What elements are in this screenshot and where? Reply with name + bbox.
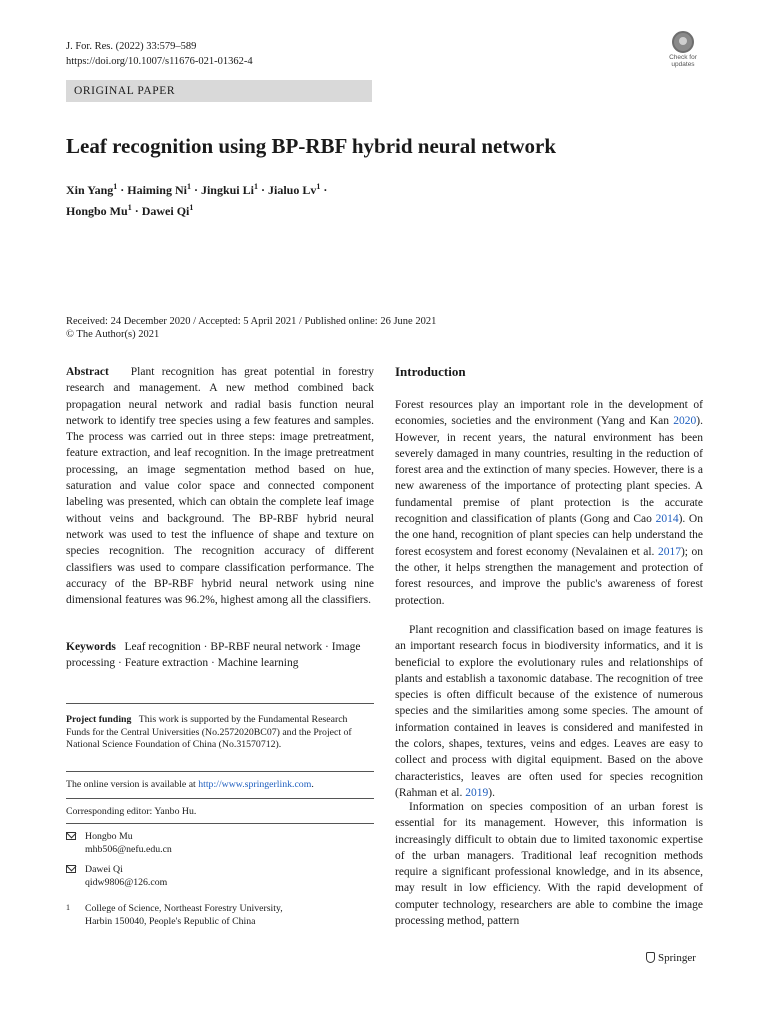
received-accepted-dates: Received: 24 December 2020 / Accepted: 5 April 2021 / Published online: 26 June 2021 xyxy=(66,316,437,327)
funding-text: This work is supported by the Fundamental Research Funds for the Central Universities (No.2572020BC07) and the Project of National Science Foundation of China (No.31570712). xyxy=(66,714,352,750)
author-affiliation: 1 xyxy=(189,203,194,212)
journal-header xyxy=(66,39,253,69)
paper-title: Leaf recognition using BP-RBF hybrid neural network xyxy=(66,134,557,158)
author-affiliation: 1 xyxy=(113,182,118,191)
paragraph-text: Information on species composition of an urban forest is essential for its management. However, this information is increasingly difficult to obtain due to limited taxonomic expertise of the urban managers. Traditional leaf recognition methods require a significant professional knowledge, and in its absence, may result in low efficiency. With the rapid development of computer technology, researchers are able to combine the image processing method, pattern xyxy=(395,801,703,928)
check-updates-label: Check for updates xyxy=(669,54,697,68)
author-affiliation: 1 xyxy=(316,182,321,191)
paragraph-text: Forest resources play an important role in the development of economies, societies and the environment (Yang and Kan xyxy=(395,399,703,428)
publisher-footer xyxy=(646,952,696,964)
divider xyxy=(66,771,374,772)
author-name[interactable]: Xin Yang xyxy=(66,183,114,197)
check-updates-icon xyxy=(672,31,694,53)
paragraph-text: ). On the one hand, recognition of plant species can help understand the forest ecosystem and forest economy (Nevalainen et al. xyxy=(395,513,703,558)
doi-link[interactable]: https://doi.org/10.1007/s11676-021-01362-4 xyxy=(66,56,253,67)
publisher-name: Springer xyxy=(658,952,696,964)
contact-entry xyxy=(66,831,366,857)
article-type-banner: ORIGINAL PAPER xyxy=(66,80,372,102)
project-funding xyxy=(66,714,356,752)
corresponding-editor: Corresponding editor: Yanbo Hu. xyxy=(66,806,197,817)
author-name[interactable]: Haiming Ni xyxy=(127,183,187,197)
contact-email[interactable]: mhb506@nefu.edu.cn xyxy=(85,843,172,855)
divider xyxy=(66,703,374,704)
author-affiliation: 1 xyxy=(253,182,258,191)
author-name[interactable]: Jingkui Li xyxy=(200,183,254,197)
envelope-icon xyxy=(66,865,76,873)
author-name[interactable]: Hongbo Mu xyxy=(66,204,128,218)
journal-citation: J. For. Res. (2022) 33:579–589 xyxy=(66,41,197,52)
intro-paragraph-2 xyxy=(395,622,703,801)
abstract xyxy=(66,364,374,608)
envelope-icon xyxy=(66,832,76,840)
check-for-updates-badge[interactable] xyxy=(664,31,702,71)
intro-paragraph-3 xyxy=(395,799,703,929)
contact-email[interactable]: qidw9806@126.com xyxy=(85,876,168,888)
introduction-heading: Introduction xyxy=(395,364,466,379)
intro-paragraph-1 xyxy=(395,397,703,609)
contact-entry xyxy=(66,864,366,890)
divider xyxy=(66,798,374,799)
keywords-label: Keywords xyxy=(66,641,116,653)
paragraph-text: Plant recognition and classification based on image features is an important research focus in biodiversity informatics, and it is beneficial to explore the evolutionary rules and relationships of plants and establish a taxonomic database. The recognition of tree species is often difficult because of the existence of numerous species and the similarities among some species. The amount of information contained in leaves is considered and manifested in the colors, shapes, textures, veins and edges. Leaves are easy to collect and process with digital equipment. Based on the above characteristics, leaves are often used for species recognition (Rahman et al. xyxy=(395,624,703,799)
citation-year-link[interactable]: 2019 xyxy=(465,786,489,799)
springer-logo-icon xyxy=(646,952,655,963)
author-affiliation: 1 xyxy=(127,203,132,212)
paragraph-text: ). xyxy=(488,786,495,799)
contact-name: Hongbo Mu xyxy=(85,831,133,842)
copyright-notice: © The Author(s) 2021 xyxy=(66,329,160,340)
keywords-text: Leaf recognition · BP-RBF neural network · Image processing · Feature extraction · Machine learning xyxy=(66,641,361,670)
publication-dates xyxy=(66,315,436,341)
author-name[interactable]: Jialuo Lv xyxy=(268,183,317,197)
author-list xyxy=(66,178,486,220)
funding-label: Project funding xyxy=(66,714,132,725)
author-line-2: Hongbo $Mu^1$ · Dawei Qi$^1$ xyxy=(66,203,194,218)
affiliation-number: 1 xyxy=(66,903,70,912)
citation-year-link[interactable]: 2014 xyxy=(655,513,679,526)
abstract-label: Abstract xyxy=(66,366,109,378)
affiliation-line: College of Science, Northeast Forestry University, xyxy=(85,903,283,914)
divider xyxy=(66,823,374,824)
citation-year-link[interactable]: 2020 xyxy=(673,415,697,428)
paragraph-text: ). However, in recent years, the natural environment has been severely damaged in many countries, resulting in the reduction of forest area and the extinction of many species. However, there is a new awareness of the importance of protecting plant species. A fundamental premise of plant protection is the accurate recognition and classification of plants (Gong and Cao xyxy=(395,415,703,526)
citation-year-link[interactable]: 2017 xyxy=(657,545,681,558)
author-line-1: Xin Yang$^1$ · Haiming $Ni^1$ · Jingkui $Li^1$ · Jialuo $Lv^1$ · xyxy=(66,182,328,197)
author-name[interactable]: Dawei Qi xyxy=(141,204,190,218)
online-suffix: . xyxy=(311,779,314,790)
springerlink-link[interactable]: http://www.springerlink.com xyxy=(198,779,312,790)
keywords xyxy=(66,639,374,672)
online-prefix: The online version is available at xyxy=(66,779,199,790)
paragraph-text: ); on the other, it helps strengthen the management and protection of forest resources, and improve the public's awareness of forest protection. xyxy=(395,545,703,607)
online-version-note xyxy=(66,779,366,792)
affiliation-line: Harbin 150040, People's Republic of China xyxy=(85,915,256,927)
abstract-text: Plant recognition has great potential in forestry research and management. A new method combined back propagation neural network and radial basis function neural network to identify tree species using a few features and samples. The process was carried out in three steps: image pretreatment, feature extraction, and leaf recognition. In the image pretreatment processing, an image segmentation method based on hue, saturation and value color space and connected component labeling was presented, which can obtain the complete leaf image without veins and background. The BP-RBF hybrid neural network was used to test the influence of shape and texture on species recognition. The recognition accuracy of different classifiers was used to compare classification performance. The accuracy of the BP-RBF hybrid neural network using nine dimensional features was 96.2%, highest among all the classifiers. xyxy=(66,366,375,607)
author-affiliation: 1 xyxy=(186,182,191,191)
contact-name: Dawei Qi xyxy=(85,864,123,875)
